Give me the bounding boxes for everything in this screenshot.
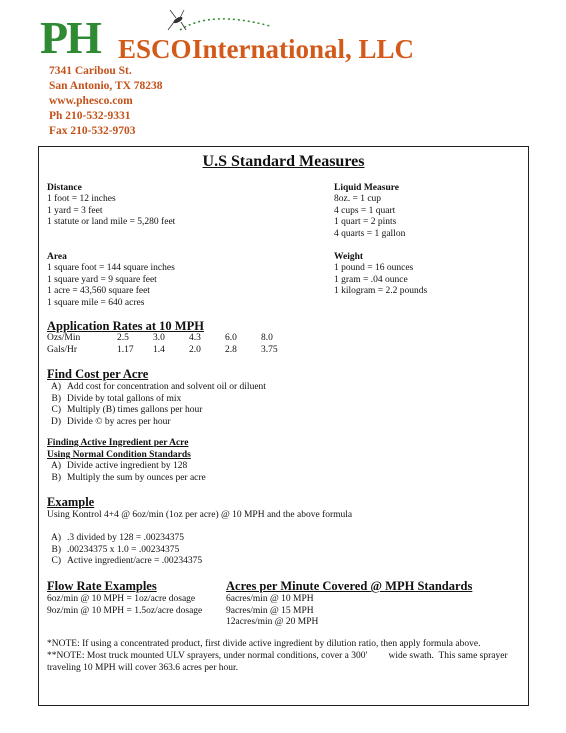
area-item: 1 square mile = 640 acres bbox=[47, 297, 145, 308]
rate-value: 2.5 bbox=[117, 333, 129, 343]
list-text: Add cost for concentration and solvent oil or diluent bbox=[67, 382, 266, 392]
list-text: Divide by total gallons of mix bbox=[67, 393, 182, 404]
address-fax: Fax 210-532-9703 bbox=[49, 125, 136, 137]
cost-heading: Find Cost per Acre bbox=[47, 367, 149, 381]
table-row bbox=[47, 345, 297, 357]
liquid-item: 8oz. = 1 cup bbox=[334, 194, 382, 204]
distance-item: 1 foot = 12 inches bbox=[47, 194, 116, 204]
list-item bbox=[49, 545, 202, 557]
list-text: .3 divided by 128 = .00234375 bbox=[67, 533, 184, 543]
address-street: 7341 Caribou St. bbox=[49, 65, 132, 77]
example-heading: Example bbox=[47, 495, 95, 509]
rate-value: 3.0 bbox=[153, 333, 165, 343]
list-key: A) bbox=[50, 533, 61, 543]
example-intro: Using Kontrol 4+4 @ 6oz/min (1oz per acre) @ 10 MPH and the above formula bbox=[47, 510, 353, 520]
list-text: .00234375 x 1.0 = .00234375 bbox=[67, 544, 180, 555]
list-item bbox=[49, 394, 266, 406]
logo-esco-text: ESCO bbox=[118, 34, 192, 64]
list-item bbox=[49, 417, 266, 429]
measures-box bbox=[38, 146, 529, 706]
acres-heading: Acres per Minute Covered @ MPH Standards bbox=[226, 579, 473, 593]
active-list bbox=[49, 461, 206, 484]
liquid-section bbox=[334, 182, 405, 240]
list-item bbox=[49, 533, 202, 545]
active-subheading: Using Normal Condition Standards bbox=[47, 450, 191, 460]
distance-heading: Distance bbox=[47, 183, 82, 193]
weight-heading: Weight bbox=[334, 252, 364, 262]
rate-value: 4.3 bbox=[189, 333, 201, 343]
logo-company-name: International, LLC bbox=[192, 34, 415, 64]
list-key: C) bbox=[51, 405, 61, 415]
rate-value: 6.0 bbox=[225, 333, 237, 343]
weight-item: 1 kilogram = 2.2 pounds bbox=[334, 286, 428, 296]
area-section bbox=[47, 251, 175, 309]
flow-item: 6oz/min @ 10 MPH = 1oz/acre dosage bbox=[47, 594, 196, 604]
weight-item: 1 pound = 16 ounces bbox=[334, 263, 414, 273]
rate-value: 1.17 bbox=[117, 344, 134, 355]
list-key: B) bbox=[51, 472, 61, 483]
flow-item: 9oz/min @ 10 MPH = 1.5oz/acre dosage bbox=[47, 605, 203, 616]
list-text: Divide © by acres per hour bbox=[67, 416, 171, 427]
list-item bbox=[49, 405, 266, 417]
page-title: U.S Standard Measures bbox=[202, 153, 365, 170]
list-text: Divide active ingredient by 128 bbox=[67, 461, 188, 471]
list-key: D) bbox=[50, 416, 61, 427]
flow-section bbox=[47, 579, 202, 617]
logo-ph-text: PH bbox=[40, 12, 100, 63]
list-key: B) bbox=[51, 544, 61, 555]
list-key: A) bbox=[50, 461, 61, 471]
active-heading: Finding Active Ingredient per Acre bbox=[47, 438, 189, 448]
list-item bbox=[49, 461, 206, 473]
weight-section bbox=[334, 251, 427, 298]
list-text: Active ingredient/acre = .00234375 bbox=[67, 556, 203, 566]
liquid-item: 4 cups = 1 quart bbox=[334, 205, 396, 216]
list-text: Multiply the sum by ounces per acre bbox=[67, 472, 206, 483]
list-key: B) bbox=[51, 393, 61, 404]
liquid-item: 1 quart = 2 pints bbox=[334, 217, 397, 227]
liquid-heading: Liquid Measure bbox=[334, 183, 400, 193]
rate-value: 2.8 bbox=[225, 344, 237, 355]
area-item: 1 acre = 43,560 square feet bbox=[47, 286, 150, 296]
rate-value: 3.75 bbox=[261, 344, 278, 355]
rate-value: 1.4 bbox=[153, 344, 165, 355]
address-website: www.phesco.com bbox=[49, 95, 133, 107]
rate-label: Ozs/Min bbox=[47, 333, 81, 343]
company-logo bbox=[40, 8, 415, 68]
acres-item: 9acres/min @ 15 MPH bbox=[226, 605, 314, 616]
address-phone: Ph 210-532-9331 bbox=[49, 110, 131, 122]
list-key: A) bbox=[50, 382, 61, 392]
acres-item: 12acres/min @ 20 MPH bbox=[226, 617, 319, 627]
rate-value: 8.0 bbox=[261, 333, 273, 343]
distance-item: 1 yard = 3 feet bbox=[47, 205, 103, 216]
area-item: 1 square yard = 9 square feet bbox=[47, 274, 157, 285]
acres-item: 6acres/min @ 10 MPH bbox=[226, 594, 314, 604]
weight-item: 1 gram = .04 ounce bbox=[334, 274, 408, 285]
company-address bbox=[49, 64, 163, 139]
rate-value: 2.0 bbox=[189, 344, 201, 355]
rates-table bbox=[47, 333, 297, 356]
rate-label: Gals/Hr bbox=[47, 344, 78, 355]
area-item: 1 square foot = 144 square inches bbox=[47, 263, 175, 273]
cost-list bbox=[49, 382, 266, 428]
list-text: Multiply (B) times gallons per hour bbox=[67, 405, 203, 415]
flow-heading: Flow Rate Examples bbox=[47, 579, 157, 593]
liquid-item: 4 quarts = 1 gallon bbox=[334, 228, 406, 239]
note-2: **NOTE: Most truck mounted ULV sprayers, under normal conditions, cover a 300' wide swath. This same sprayer traveling 10 MPH will cover 363.6 acres per hour. bbox=[47, 651, 510, 673]
table-row bbox=[47, 333, 297, 345]
list-item bbox=[49, 382, 266, 394]
example-list bbox=[49, 533, 202, 568]
list-item bbox=[49, 473, 206, 485]
active-section bbox=[47, 437, 191, 461]
area-heading: Area bbox=[47, 252, 67, 262]
acres-section bbox=[226, 579, 472, 629]
address-city: San Antonio, TX 78238 bbox=[49, 80, 163, 92]
distance-section bbox=[47, 182, 175, 229]
distance-item: 1 statute or land mile = 5,280 feet bbox=[47, 217, 176, 227]
rates-heading: Application Rates at 10 MPH bbox=[47, 319, 204, 333]
list-key: C) bbox=[51, 556, 61, 566]
note-1: *NOTE: If using a concentrated product, first divide active ingredient by dilution ratio, then apply formula above. bbox=[47, 639, 481, 649]
list-item bbox=[49, 556, 202, 568]
